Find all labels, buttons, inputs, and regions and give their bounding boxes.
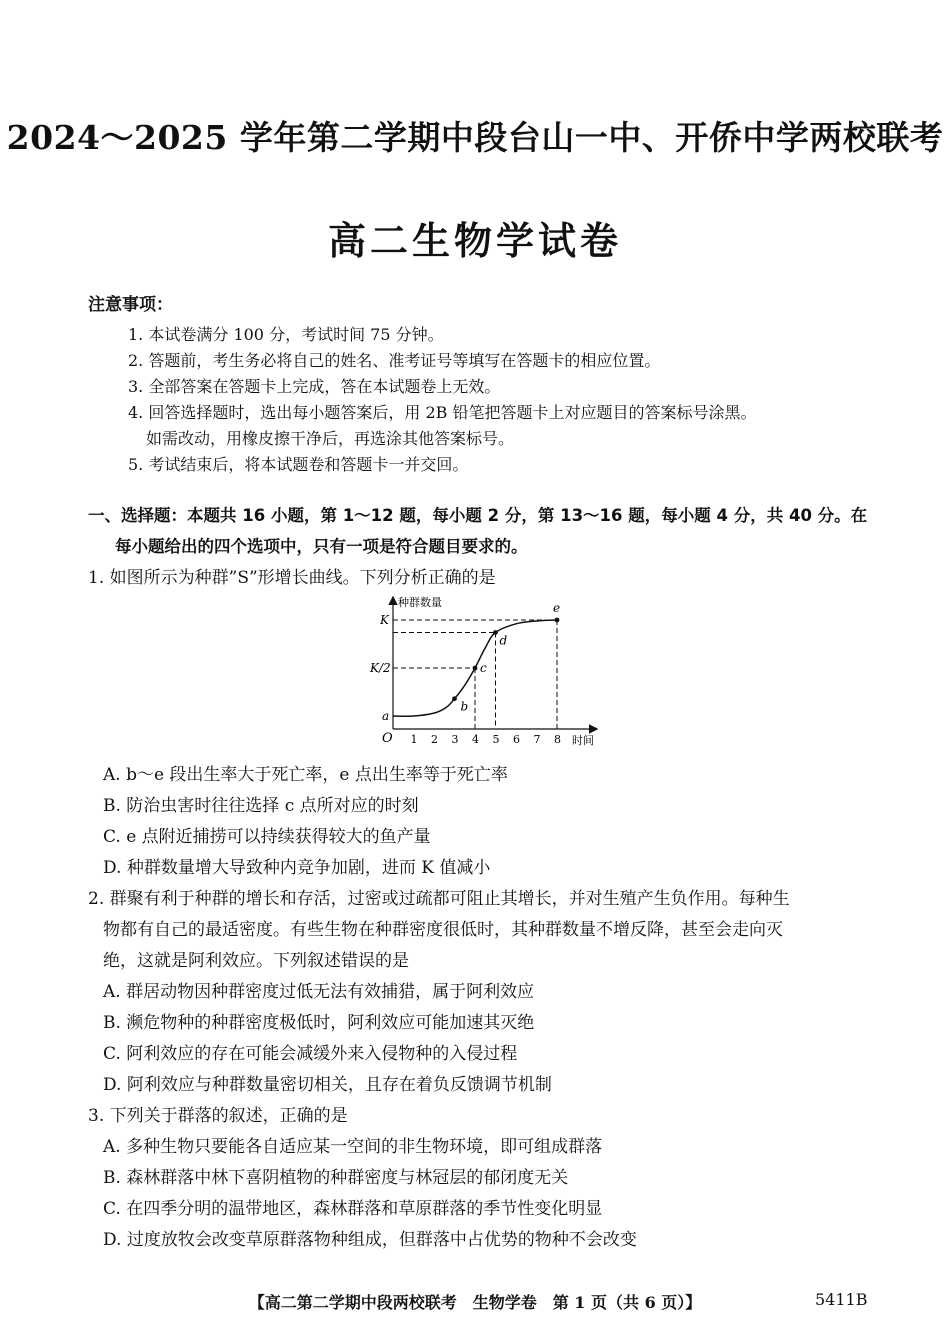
q1-option-c: C. e 点附近捕捞可以持续获得较大的鱼产量 [103, 827, 431, 847]
note-item-continuation: 如需改动，用橡皮擦干净后，再选涂其他答案标号。 [146, 429, 515, 448]
q1-option-b: B. 防治虫害时往往选择 c 点所对应的时刻 [103, 796, 419, 816]
section-instruction: 一、选择题：本题共 16 小题，第 1～12 题，每小题 2 分，第 13～16 题，每小题 4 分，共 40 分。在 [88, 506, 868, 525]
q2-option-c: C. 阿利效应的存在可能会减缓外来入侵物种的入侵过程 [103, 1044, 518, 1064]
point-label-c: c [480, 661, 487, 675]
q2-option-b: B. 濒危物种的种群密度极低时，阿利效应可能加速其灭绝 [103, 1013, 535, 1033]
point-e [555, 618, 560, 623]
exam-code: 5411B [815, 1290, 868, 1309]
question-2-stem-line: 绝，这就是阿利效应。下列叙述错误的是 [103, 951, 409, 971]
q3-option-b: B. 森林群落中林下喜阴植物的种群密度与林冠层的郁闭度无关 [103, 1168, 569, 1188]
y-tick-label: K [380, 613, 389, 627]
page-footer: 【高二第二学期中段两校联考 生物学卷 第 1 页（共 6 页）】 [248, 1293, 702, 1312]
point-label-b: b [460, 699, 469, 714]
note-item: 5. 考试结束后，将本试题卷和答题卡一并交回。 [128, 455, 469, 474]
x-tick-label: 7 [533, 733, 541, 746]
q2-option-d: D. 阿利效应与种群数量密切相关，且存在着负反馈调节机制 [103, 1075, 552, 1095]
guide-lines [393, 620, 557, 729]
point-label-d: d [499, 633, 508, 648]
q3-option-c: C. 在四季分明的温带地区，森林群落和草原群落的季节性变化明显 [103, 1199, 603, 1219]
point-label-a: a [382, 709, 390, 723]
y-axis-label: 种群数量 [398, 596, 442, 609]
x-tick-label: 2 [431, 733, 438, 746]
x-tick-label: 1 [410, 733, 418, 746]
note-item: 1. 本试卷满分 100 分，考试时间 75 分钟。 [128, 325, 444, 344]
x-tick-label: 3 [451, 733, 459, 746]
s-curve-chart [368, 592, 608, 754]
q1-option-a: A. b～e 段出生率大于死亡率，e 点出生率等于死亡率 [103, 765, 508, 785]
q2-option-a: A. 群居动物因种群密度过低无法有效捕猎，属于阿利效应 [103, 982, 535, 1002]
point-d [493, 630, 498, 635]
notes-heading: 注意事项： [88, 295, 173, 315]
y-tick-label: K/2 [370, 661, 391, 675]
exam-header-title: 2024～2025 学年第二学期中段台山一中、开侨中学两校联考 [6, 118, 944, 157]
q3-option-d: D. 过度放牧会改变草原群落物种组成，但群落中占优势的物种不会改变 [103, 1230, 637, 1250]
x-tick-label: 4 [472, 733, 479, 746]
x-tick-label: 6 [513, 733, 520, 746]
note-item: 3. 全部答案在答题卡上完成，答在本试题卷上无效。 [128, 377, 501, 396]
question-2-stem-line: 物都有自己的最适密度。有些生物在种群密度很低时，其种群数量不增反降，甚至会走向灭 [103, 920, 783, 940]
x-tick-label: 5 [492, 733, 500, 746]
x-tick-label: 8 [554, 733, 561, 746]
x-axis-label: 时间 [572, 734, 594, 747]
point-c [473, 666, 478, 671]
question-1-stem: 1. 如图所示为种群”S”形增长曲线。下列分析正确的是 [88, 568, 496, 588]
q1-option-d: D. 种群数量增大导致种内竞争加剧，进而 K 值减小 [103, 858, 491, 878]
note-item: 4. 回答选择题时，选出每小题答案后，用 2B 铅笔把答题卡上对应题目的答案标号涂黑。 [128, 403, 757, 422]
section-instruction-continuation: 每小题给出的四个选项中，只有一项是符合题目要求的。 [115, 537, 528, 556]
q3-option-a: A. 多种生物只要能各自适应某一空间的非生物环境，即可组成群落 [103, 1137, 603, 1157]
point-label-e: e [553, 601, 561, 615]
question-2-stem: 2. 群聚有利于种群的增长和存活，过密或过疏都可阻止其增长，并对生殖产生负作用。每种生 [88, 889, 790, 909]
note-item: 2. 答题前，考生务必将自己的姓名、准考证号等填写在答题卡的相应位置。 [128, 351, 661, 370]
exam-subject-title: 高二生物学试卷 [327, 218, 622, 263]
question-3-stem: 3. 下列关于群落的叙述，正确的是 [88, 1106, 348, 1126]
origin-label: O [382, 731, 393, 746]
point-b [452, 696, 457, 701]
